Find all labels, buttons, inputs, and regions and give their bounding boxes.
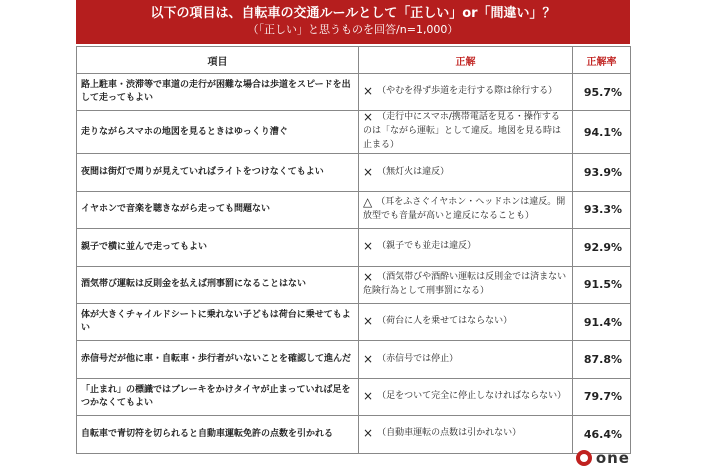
row-answer [359,416,573,453]
table-row [77,303,631,340]
row-answer [359,111,573,154]
answer-note: （やむを得ず歩道を走行する際は徐行する） [377,86,558,97]
row-item: 走りながらスマホの地図を見るときはゆっくり漕ぐ [77,111,359,154]
page-subtitle: （「正しい」と思うものを回答/n=1,000） [247,23,459,36]
answer-note: （自動車運転の点数は引かれない） [377,428,522,439]
table-row [77,191,631,228]
table-header-row [77,47,631,74]
answer-note: （走行中にスマホ/携帯電話を見る・操作するのは「ながら運転」として違反。地図を見る時は止まる） [363,112,562,151]
row-item: 体が大きくチャイルドシートに乗れない子どもは荷台に乗せてもよい [77,303,359,340]
row-answer [359,303,573,340]
row-answer [359,154,573,191]
row-item: 酒気帯び運転は反則金を払えば刑事罰になることはない [77,266,359,303]
brand-logo [576,448,630,468]
answer-note: （耳をふさぐイヤホン・ヘッドホンは違反。開放型でも音量が高いと違反になることも） [363,196,566,221]
row-rate: 79.7% [573,378,631,415]
answer-note: （足をついて完全に停止しなければならない） [377,390,567,401]
column-header-rate: 正解率 [573,47,631,74]
answer-mark: × [363,388,374,403]
row-rate: 93.9% [573,154,631,191]
answer-note: （赤信号では停止） [377,353,459,364]
table-row [77,341,631,378]
row-item: 路上駐車・渋滞等で車道の走行が困難な場合は歩道をスピードを出して走ってもよい [77,74,359,111]
row-item: 夜間は街灯で周りが見えていればライトをつけなくてもよい [77,154,359,191]
table-row [77,266,631,303]
answer-mark: × [363,314,374,329]
page-title: 以下の項目は、自転車の交通ルールとして「正しい」or「間違い」？ [150,6,556,21]
table-row [77,111,631,154]
answer-note: （酒気帯びや酒酔い運転は反則金では済まない危険行為として刑事罰になる） [363,271,567,296]
answer-note: （荷台に人を乗せてはならない） [377,316,513,327]
row-item: 親子で横に並んで走ってもよい [77,229,359,266]
row-rate: 91.4% [573,303,631,340]
row-item: 「止まれ」の標識ではブレーキをかけタイヤが止まっていれば足をつかなくてもよい [77,378,359,415]
row-item: イヤホンで音楽を聴きながら走っても問題ない [77,191,359,228]
column-header-item: 項目 [77,47,359,74]
answer-mark: × [363,239,374,254]
answer-mark: × [363,84,374,99]
row-rate: 92.9% [573,229,631,266]
table-row [77,229,631,266]
row-rate: 46.4% [573,416,631,453]
row-answer [359,266,573,303]
title-banner [76,0,630,44]
row-item: 自転車で青切符を切られると自動車運転免許の点数を引かれる [77,416,359,453]
table-row [77,154,631,191]
answer-mark: × [363,351,374,366]
answer-note: （親子でも並走は違反） [377,241,477,252]
row-answer [359,74,573,111]
one-logo-icon [576,450,592,466]
answer-note: （無灯火は違反） [377,166,450,177]
row-answer [359,229,573,266]
answer-mark: × [363,426,374,441]
table-row [77,378,631,415]
row-answer [359,341,573,378]
table-row [77,416,631,453]
table-row [77,74,631,111]
row-rate: 95.7% [573,74,631,111]
quiz-results-table [76,46,631,454]
logo-text: one [595,449,630,467]
row-rate: 87.8% [573,341,631,378]
column-header-answer: 正解 [359,47,573,74]
row-answer [359,378,573,415]
row-rate: 94.1% [573,111,631,154]
answer-mark: × [363,269,374,284]
row-answer [359,191,573,228]
answer-mark: △ [363,194,373,209]
row-rate: 91.5% [573,266,631,303]
row-item: 赤信号だが他に車・自転車・歩行者がいないことを確認して進んだ [77,341,359,378]
row-rate: 93.3% [573,191,631,228]
answer-mark: × [363,164,374,179]
answer-mark: × [363,110,374,125]
